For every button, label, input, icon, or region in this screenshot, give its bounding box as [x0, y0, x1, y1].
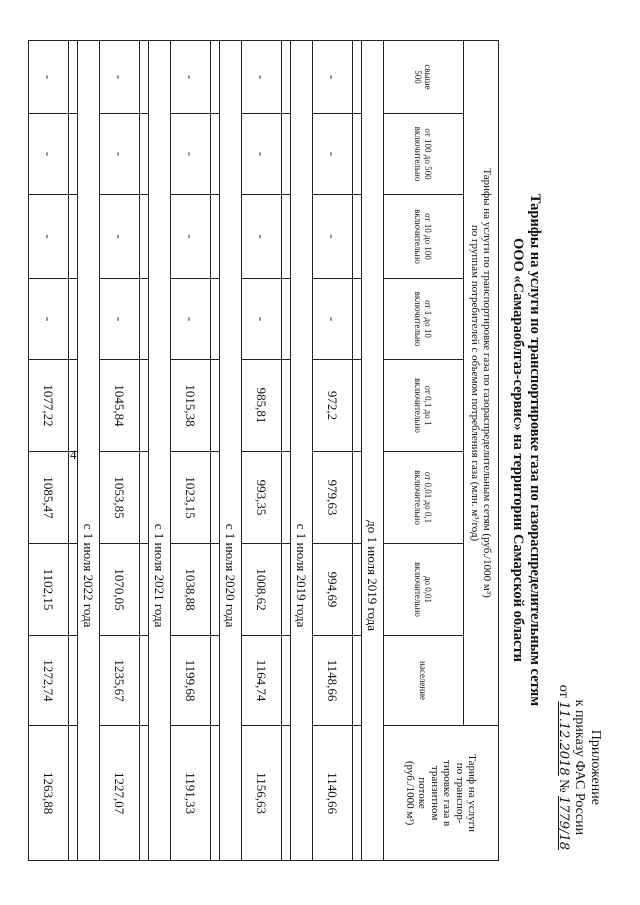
spacer-cell [211, 114, 220, 195]
period-label: с 1 июля 2021 года [152, 523, 168, 628]
table-cell: 1023,15 [171, 452, 211, 544]
table-cell: 1053,85 [100, 452, 140, 544]
col-header-text: включительно [413, 126, 424, 182]
title-line-2: ООО «Самараоблгаз-сервис» на территории Самарской области [510, 237, 526, 663]
table-cell: - [313, 195, 353, 279]
table-row [313, 41, 353, 861]
spacer-cell [282, 636, 291, 726]
spacer-cell [353, 636, 362, 726]
spacer-cell [353, 452, 362, 544]
table-cell: 1038,88 [171, 544, 211, 636]
period-row [362, 41, 384, 861]
table-cell: - [242, 195, 282, 279]
table-cell: - [29, 195, 69, 279]
col-header-100-500 [384, 114, 464, 195]
spacer-cell [353, 279, 362, 360]
spacer-cell [282, 114, 291, 195]
spacer-cell [282, 279, 291, 360]
spacer-cell [69, 636, 78, 726]
table-cell: 1148,66 [313, 636, 353, 726]
period-cell [362, 41, 384, 861]
table-cell: 1085,47 [29, 452, 69, 544]
table-cell: 1263,88 [29, 726, 69, 861]
table-cell: 1199,68 [171, 636, 211, 726]
col-header-text: от 0,01 до 0,1 [423, 471, 434, 524]
spacer-cell [353, 544, 362, 636]
period-label: с 1 июля 2019 года [294, 523, 310, 628]
table-cell: 1070,05 [100, 544, 140, 636]
spacer-cell [69, 41, 78, 114]
period-cell [78, 41, 100, 861]
spacer-cell [282, 195, 291, 279]
spacer-cell [69, 544, 78, 636]
col-header-text: свыше [423, 64, 434, 90]
table-cell: 1164,74 [242, 636, 282, 726]
col-header-text: от 1 до 10 [423, 300, 434, 338]
spacer-cell [140, 279, 149, 360]
spacer-row [69, 41, 78, 861]
col-header-population [384, 636, 464, 726]
spacer-cell [211, 195, 220, 279]
transit-header-line: (руб./1000 м³) [404, 760, 416, 826]
table-cell: - [242, 114, 282, 195]
spacer-cell [282, 726, 291, 861]
spacer-cell [140, 636, 149, 726]
page-number: 4 [70, 447, 77, 462]
title-line-1: Тарифы на услуги по транспортировке газа по газораспределительным сетям [527, 193, 543, 707]
appendix-date-line [555, 685, 571, 850]
spacer-cell [140, 726, 149, 861]
tariff-table [28, 40, 499, 861]
transit-header-line: транзитном [429, 765, 441, 821]
col-header-10-100 [384, 195, 464, 279]
spacer-cell [353, 114, 362, 195]
table-row [171, 41, 211, 861]
table-row [100, 41, 140, 861]
spacer-cell [140, 544, 149, 636]
spacer-cell [353, 726, 362, 861]
transit-header-line: по транспор- [454, 762, 466, 824]
period-row [149, 41, 171, 861]
spacer-cell [140, 195, 149, 279]
table-cell: 1272,74 [29, 636, 69, 726]
table-cell: - [313, 41, 353, 114]
table-cell: - [29, 279, 69, 360]
appendix-no: № [556, 779, 571, 793]
col-header-text: до 0,01 [423, 575, 434, 604]
period-label: до 1 июля 2019 года [365, 520, 381, 632]
table-row [242, 41, 282, 861]
transit-tariff-header [384, 726, 499, 861]
table-cell: - [100, 195, 140, 279]
period-row [78, 41, 100, 861]
col-header-over-500 [384, 41, 464, 114]
period-cell [149, 41, 171, 861]
spacer-cell [69, 452, 78, 544]
period-cell [291, 41, 313, 861]
table-cell: - [171, 41, 211, 114]
table-cell: 1102,15 [29, 544, 69, 636]
spacer-cell [211, 41, 220, 114]
spacer-cell [211, 360, 220, 452]
col-header-text: население [418, 661, 429, 701]
spacer-cell [211, 279, 220, 360]
spacer-cell [69, 726, 78, 861]
table-cell: - [100, 279, 140, 360]
table-cell: 1015,38 [171, 360, 211, 452]
table-cell: 1191,33 [171, 726, 211, 861]
table-cell: - [100, 41, 140, 114]
appendix-date: 11.12.2018 [556, 701, 571, 776]
period-label: с 1 июля 2020 года [223, 523, 239, 628]
table-main-header [464, 41, 499, 726]
col-header-text: от 100 до 500 [423, 128, 434, 180]
table-cell: - [171, 279, 211, 360]
spacer-cell [282, 360, 291, 452]
spacer-cell [353, 41, 362, 114]
appendix-ot: от [556, 684, 571, 698]
col-header-1-10 [384, 279, 464, 360]
table-cell: - [29, 114, 69, 195]
col-header-text: от 0,1 до 1 [423, 385, 434, 426]
col-header-text: включительно [413, 378, 424, 433]
transit-header-line: потоке [416, 777, 429, 809]
spacer-cell [140, 114, 149, 195]
appendix-block [555, 685, 603, 850]
table-cell: 993,35 [242, 452, 282, 544]
spacer-cell [353, 195, 362, 279]
table-cell: 979,63 [313, 452, 353, 544]
col-header-0.1-1 [384, 360, 464, 452]
spacer-cell [69, 195, 78, 279]
main-header-line-2: по группам потребителей с объемом потребления газа (млн. м³/год) [469, 224, 481, 542]
table-cell: 1008,62 [242, 544, 282, 636]
document-sheet [41, 40, 605, 860]
spacer-cell [140, 360, 149, 452]
table-cell: - [171, 195, 211, 279]
spacer-cell [282, 544, 291, 636]
table-cell: - [242, 279, 282, 360]
spacer-cell [69, 279, 78, 360]
transit-header-line: Тариф на услуги [466, 754, 479, 833]
period-row [220, 41, 242, 861]
spacer-row [211, 41, 220, 861]
spacer-cell [211, 452, 220, 544]
col-header-text: включительно [413, 470, 424, 525]
table-cell: 994,69 [313, 544, 353, 636]
table-cell: 1156,63 [242, 726, 282, 861]
table-cell: 1045,84 [100, 360, 140, 452]
table-cell: 1140,66 [313, 726, 353, 861]
table-cell: - [313, 114, 353, 195]
table-row [29, 41, 69, 861]
spacer-cell [69, 114, 78, 195]
spacer-cell [211, 636, 220, 726]
col-header-text: включительно [413, 562, 424, 617]
table-cell: - [242, 41, 282, 114]
table-cell: 1227,07 [100, 726, 140, 861]
spacer-row [140, 41, 149, 861]
appendix-title: Приложение [588, 729, 603, 805]
spacer-cell [140, 41, 149, 114]
col-header-text: включительно [413, 291, 424, 347]
spacer-cell [282, 452, 291, 544]
period-row [291, 41, 313, 861]
main-header-line-1: Тарифы на услуги по транспортировке газа по газораспределительным сетям (руб./1000 м³) [481, 168, 493, 598]
table-cell: 972,2 [313, 360, 353, 452]
col-header-under-0.01 [384, 544, 464, 636]
spacer-row [282, 41, 291, 861]
col-header-0.01-0.1 [384, 452, 464, 544]
spacer-cell [69, 360, 78, 452]
table-cell: 985,81 [242, 360, 282, 452]
col-header-text: 500 [413, 70, 424, 84]
table-cell: 1235,67 [100, 636, 140, 726]
col-header-text: от 10 до 100 [423, 213, 434, 260]
table-cell: - [171, 114, 211, 195]
table-cell: 1077,22 [29, 360, 69, 452]
period-cell [220, 41, 242, 861]
appendix-number: 1779/18 [556, 795, 571, 850]
table-cell: - [313, 279, 353, 360]
table-cell: - [100, 114, 140, 195]
period-label: с 1 июля 2022 года [81, 523, 97, 628]
col-header-text: включительно [413, 209, 424, 264]
spacer-cell [211, 726, 220, 861]
appendix-order: к приказу ФАС России [572, 699, 587, 836]
spacer-cell [140, 452, 149, 544]
table-cell: - [29, 41, 69, 114]
spacer-cell [282, 41, 291, 114]
spacer-row [353, 41, 362, 861]
spacer-cell [353, 360, 362, 452]
spacer-cell [211, 544, 220, 636]
document-title [509, 40, 543, 860]
transit-header-line: тировке газа в [441, 760, 454, 827]
